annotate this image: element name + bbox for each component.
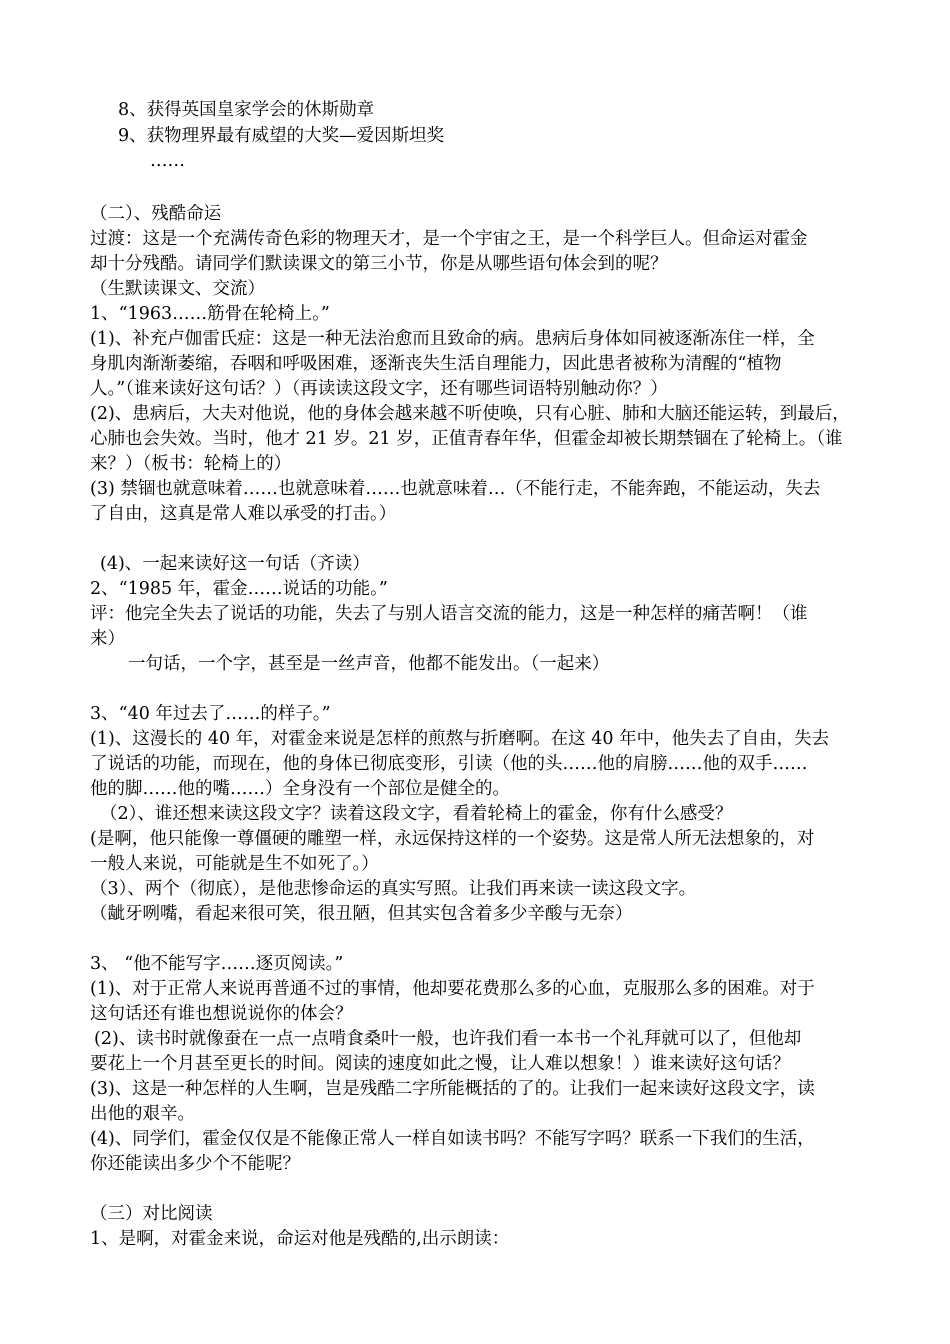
- paragraph-line: 一般人来说，可能就是生不如死了。）: [90, 854, 379, 874]
- item-heading: 3、 “他不能写字……逐页阅读。”: [90, 954, 344, 974]
- paragraph-line: 过渡：这是一个充满传奇色彩的物理天才，是一个宇宙之王，是一个科学巨人。但命运对霍金: [90, 229, 808, 249]
- section-heading: （三）对比阅读: [90, 1204, 213, 1224]
- paragraph-line: 来）: [90, 629, 125, 649]
- paragraph-line: （2）、谁还想来读这段文字？读着这段文字，看着轮椅上的霍金，你有什么感受？: [100, 804, 733, 824]
- paragraph-line: (1)、补充卢伽雷氏症：这是一种无法治愈而且致命的病。患病后身体如同被逐渐冻住一样，全: [90, 329, 815, 349]
- item-heading: 3、“40 年过去了……的样子。”: [90, 704, 331, 724]
- paragraph-line: （生默读课文、交流）: [90, 279, 265, 299]
- paragraph-line: 心肺也会失效。当时，他才 21 岁。21 岁，正值青春年华，但霍金却被长期禁锢在了轮椅上。（谁: [90, 429, 843, 449]
- paragraph-line: (是啊，他只能像一尊僵硬的雕塑一样，永远保持这样的一个姿势。这是常人所无法想象的，对: [90, 829, 815, 849]
- paragraph-line: 人。”（谁来读好这句话？）（再读读这段文字，还有哪些词语特别触动你？）: [90, 379, 668, 399]
- paragraph-line: (2)、患病后，大夫对他说，他的身体会越来越不听使唤，只有心脏、肺和大脑还能运转，到最后，: [90, 404, 850, 424]
- paragraph-line: (1)、对于正常人来说再普通不过的事情，他却要花费那么多的心血，克服那么多的困难。对于: [90, 979, 815, 999]
- paragraph-line: （3）、两个（彻底），是他悲惨命运的真实写照。让我们再来读一读这段文字。: [90, 879, 697, 899]
- paragraph-line: 这句话还有谁也想说说你的体会？: [90, 1004, 353, 1024]
- paragraph-line: 他的脚……他的嘴……）全身没有一个部位是健全的。: [90, 779, 510, 799]
- paragraph-line: (1)、这漫长的 40 年，对霍金来说是怎样的煎熬与折磨啊。在这 40 年中，他失去了自由，失去: [90, 729, 830, 749]
- paragraph-line: 了说话的功能，而现在，他的身体已彻底变形，引读（他的头……他的肩膀……他的双手……: [90, 754, 808, 774]
- list-item: 8、获得英国皇家学会的休斯勋章: [118, 100, 375, 120]
- paragraph-line: 1、是啊，对霍金来说，命运对他是残酷的,出示朗读：: [90, 1229, 510, 1249]
- paragraph-line: （龇牙咧嘴，看起来很可笑，很丑陋，但其实包含着多少辛酸与无奈）: [90, 904, 633, 924]
- item-heading: 1、“1963……筋骨在轮椅上。”: [90, 304, 330, 324]
- paragraph-line: (3)、这是一种怎样的人生啊，岂是残酷二字所能概括的了的。让我们一起来读好这段文字，读: [90, 1079, 815, 1099]
- paragraph-line: 却十分残酷。请同学们默读课文的第三小节，你是从哪些语句体会到的呢？: [90, 254, 668, 274]
- ellipsis-text: ……: [150, 151, 185, 171]
- section-heading: （二）、残酷命运: [90, 204, 222, 224]
- paragraph-line: (4)、一起来读好这一句话（齐读）: [100, 554, 370, 574]
- paragraph-line: 要花上一个月甚至更长的时间。阅读的速度如此之慢，让人难以想象！）谁来读好这句话？: [90, 1054, 790, 1074]
- paragraph-line: (2)、读书时就像蚕在一点一点啃食桑叶一般，也许我们看一本书一个礼拜就可以了，但他却: [94, 1029, 802, 1049]
- paragraph-line: 一句话，一个字，甚至是一丝声音，他都不能发出。（一起来）: [128, 654, 610, 674]
- paragraph-line: 身肌肉渐渐萎缩，吞咽和呼吸困难，逐渐丧失生活自理能力，因此患者被称为清醒的“植物: [90, 354, 782, 374]
- paragraph-line: (4)、同学们，霍金仅仅是不能像正常人一样自如读书吗？不能写字吗？联系一下我们的生活，: [90, 1129, 815, 1149]
- item-heading: 2、“1985 年，霍金……说话的功能。”: [90, 579, 388, 599]
- paragraph-line: 评：他完全失去了说话的功能，失去了与别人语言交流的能力，这是一种怎样的痛苦啊！（谁: [90, 604, 808, 624]
- paragraph-line: 出他的艰辛。: [90, 1104, 195, 1124]
- paragraph-line: 你还能读出多少个不能呢？: [90, 1154, 300, 1174]
- list-item: 9、获物理界最有威望的大奖—爱因斯坦奖: [118, 126, 445, 146]
- paragraph-line: 了自由，这真是常人难以承受的打击。）: [90, 504, 397, 524]
- paragraph-line: 来？）（板书：轮椅上的）: [90, 454, 292, 474]
- paragraph-line: (3) 禁锢也就意味着……也就意味着……也就意味着…（不能行走，不能奔跑，不能运动，失去: [90, 479, 821, 499]
